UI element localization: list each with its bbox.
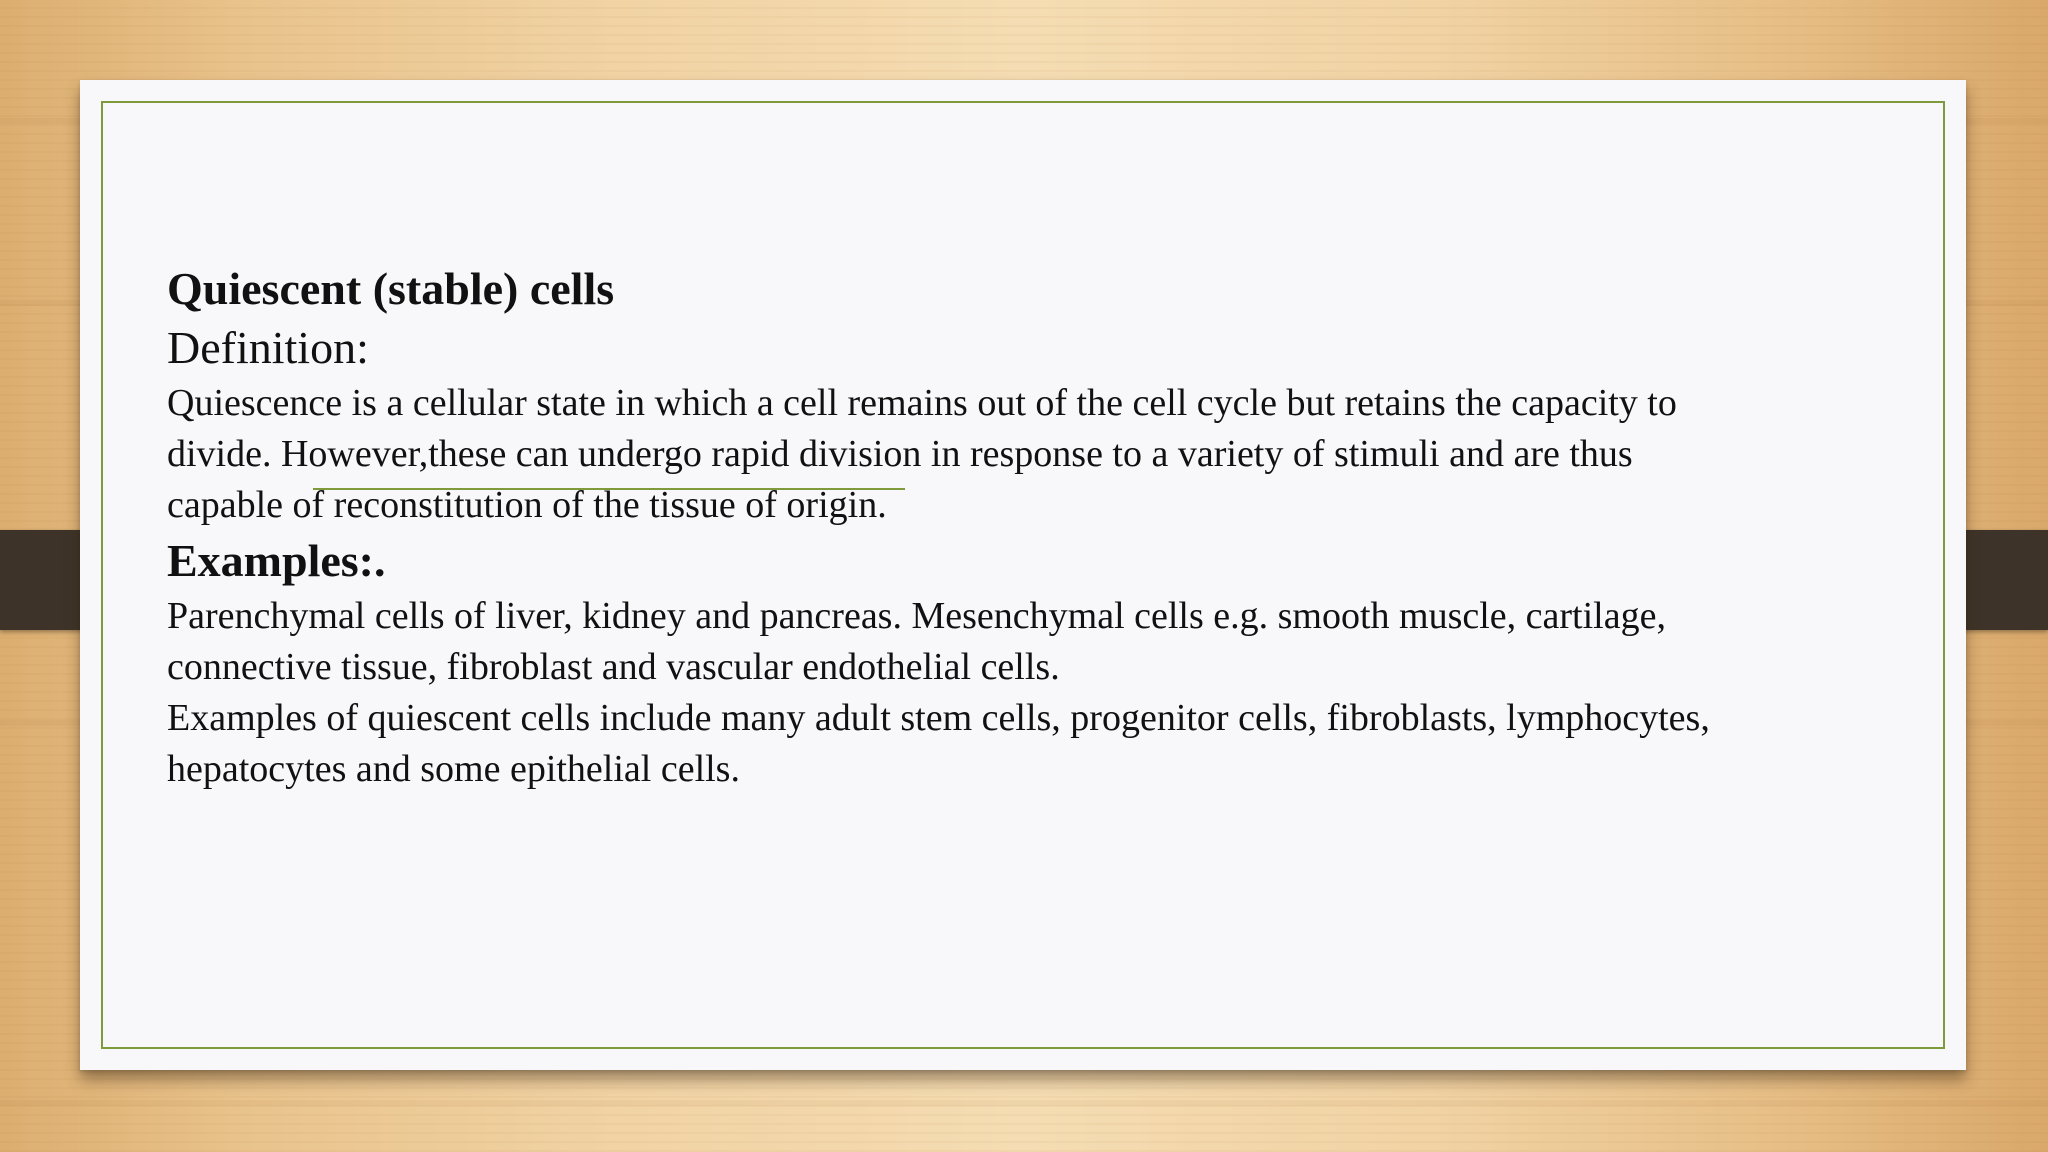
slide-title: Quiescent (stable) cells — [167, 263, 615, 314]
definition-label: Definition: — [167, 322, 369, 373]
slide-card — [80, 80, 1966, 1070]
wood-grain — [0, 1100, 2048, 1106]
examples-label: Examples:. — [167, 535, 386, 586]
slide-content — [167, 260, 1727, 795]
examples-text-2: Examples of quiescent cells include many adult stem cells, progenitor cells, fibroblasts, lymphocytes, hepatocytes and some epithelial cells. — [167, 697, 1710, 790]
definition-text: Quiescence is a cellular state in which a cell remains out of the cell cycle but retains the capacity to divide. However,these can undergo rapid division in response to a variety of stimuli and are thus capable of reconstitution of the tissue of origin. — [167, 382, 1677, 526]
examples-text-1: Parenchymal cells of liver, kidney and pancreas. Mesenchymal cells e.g. smooth muscle, cartilage, connective tissue, fibroblast and vascular endothelial cells. — [167, 595, 1666, 688]
